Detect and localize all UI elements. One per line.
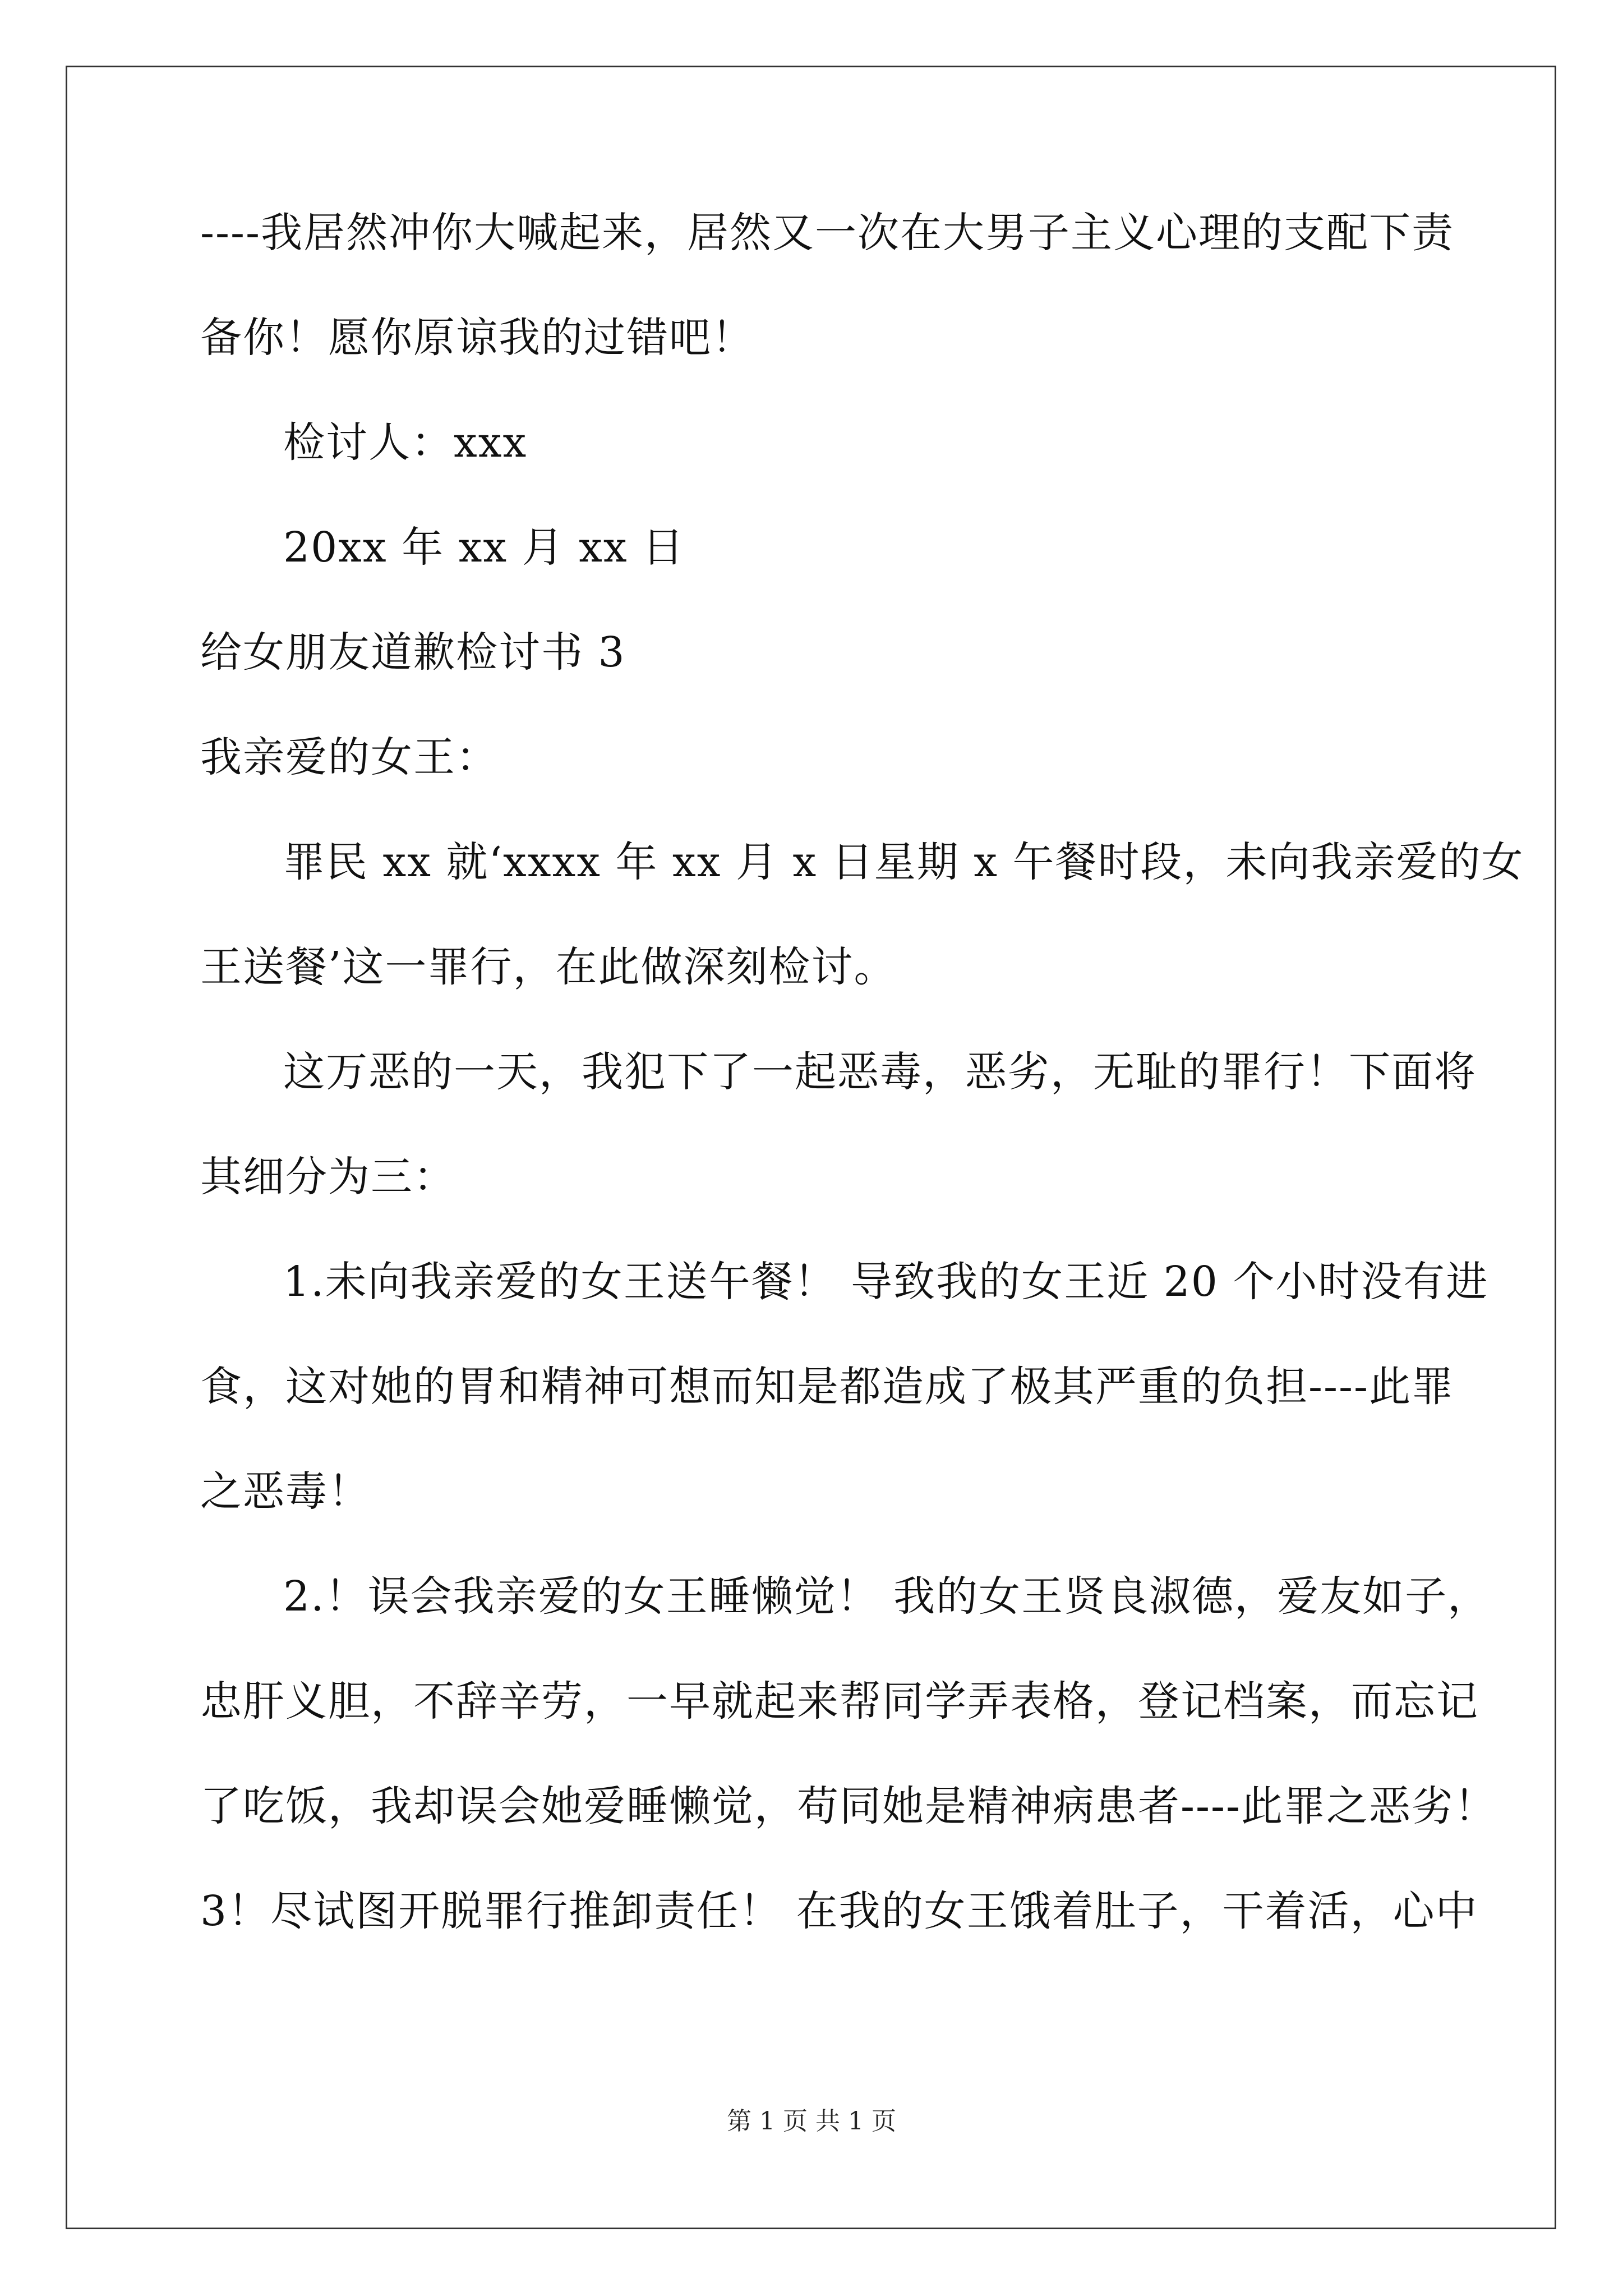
date-line: 20xx 年 xx 月 xx 日 xyxy=(283,523,685,572)
signature-line: 检讨人：xxx xyxy=(283,418,528,467)
text-line: 忠肝义胆，不辞辛劳，一早就起来帮同学弄表格，登记档案，而忘记 xyxy=(200,1677,1479,1726)
text-line: 这万恶的一天，我犯下了一起恶毒，恶劣，无耻的罪行！下面将 xyxy=(283,1048,1477,1096)
text-line: 之恶毒！ xyxy=(200,1467,371,1516)
page-footer: 第 1 页 共 1 页 xyxy=(727,2107,896,2136)
list-item-2: 2.！误会我亲爱的女王睡懒觉！ 我的女王贤良淑德，爱友如子， xyxy=(283,1572,1491,1621)
section-title: 给女朋友道歉检讨书 3 xyxy=(200,628,626,677)
text-line: 王送餐’这一罪行，在此做深刻检讨。 xyxy=(200,943,897,991)
salutation: 我亲爱的女王： xyxy=(200,733,499,781)
list-item-1: 1.未向我亲爱的女王送午餐！ 导致我的女王近 20 个小时没有进 xyxy=(283,1258,1489,1306)
text-line: 其细分为三： xyxy=(200,1153,456,1201)
text-line: 了吃饭，我却误会她爱睡懒觉，苟同她是精神病患者----此罪之恶劣！ xyxy=(200,1782,1497,1830)
text-line: 备你！愿你原谅我的过错吧！ xyxy=(200,314,754,362)
text-line: 罪民 xx 就‘xxxx 年 xx 月 x 日星期 x 午餐时段，未向我亲爱的女 xyxy=(283,838,1524,886)
text-line: ----我居然冲你大喊起来，居然又一次在大男子主义心理的支配下责 xyxy=(200,209,1455,257)
list-item-3: 3！尽试图开脱罪行推卸责任！ 在我的女王饿着肚子，干着活，心中 xyxy=(200,1887,1478,1935)
text-line: 食，这对她的胃和精神可想而知是都造成了极其严重的负担----此罪 xyxy=(200,1363,1455,1411)
